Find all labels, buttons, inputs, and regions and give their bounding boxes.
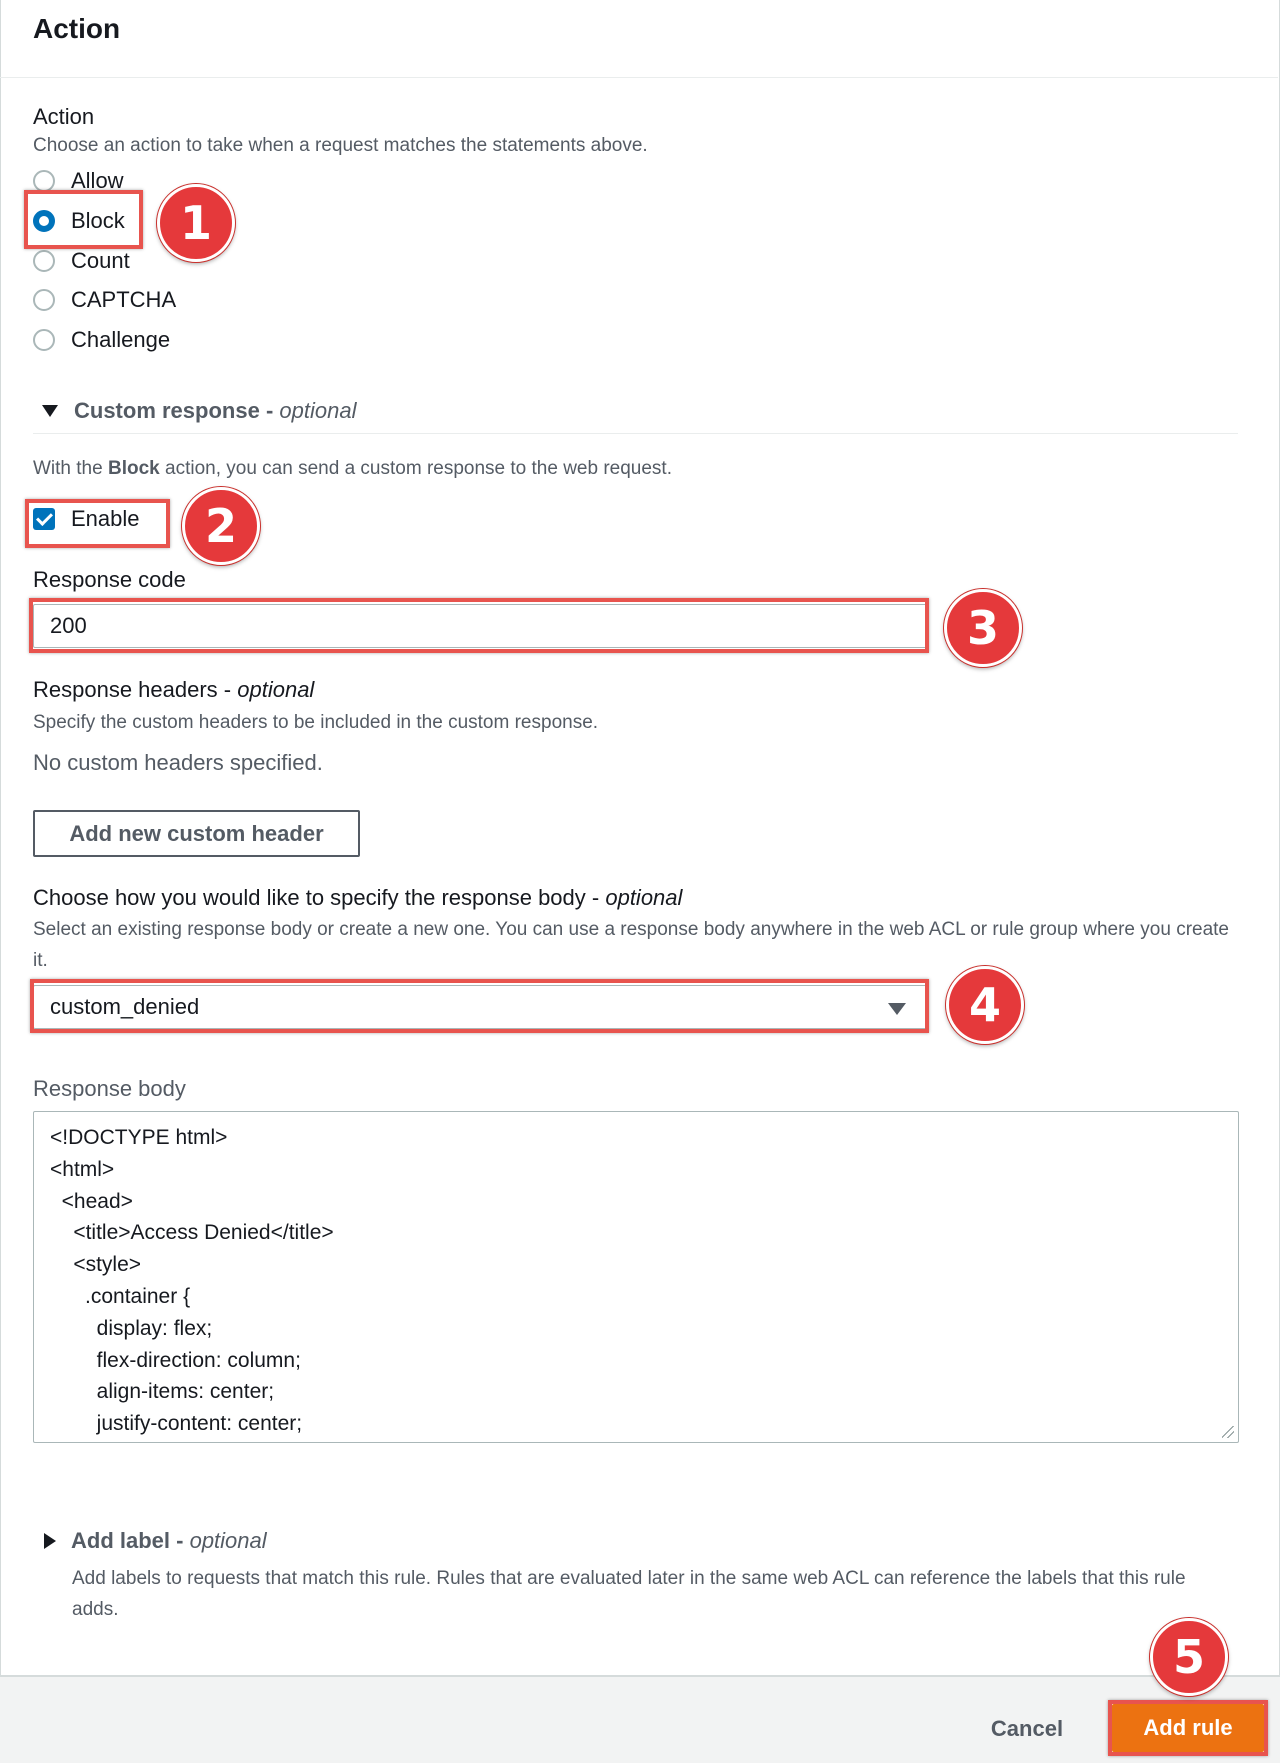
step-marker-2: 2: [182, 487, 260, 565]
radio-captcha-label[interactable]: CAPTCHA: [71, 287, 177, 312]
radio-allow-label[interactable]: Allow: [71, 168, 124, 193]
response-body-select[interactable]: [33, 985, 927, 1029]
caret-down-icon: [42, 405, 58, 417]
response-body-choice-description-2: it.: [33, 950, 48, 971]
radio-challenge-control[interactable]: [33, 329, 55, 351]
radio-block-label[interactable]: Block: [71, 208, 125, 233]
code-line: flex-direction: column;: [50, 1348, 301, 1372]
radio-challenge[interactable]: [33, 323, 170, 357]
response-code-value: 200: [50, 613, 87, 638]
step-marker-3: 3: [944, 589, 1022, 667]
footer-bar: [0, 1676, 1280, 1763]
radio-captcha[interactable]: [33, 283, 176, 317]
radio-allow[interactable]: [33, 164, 124, 198]
response-body-label: Response body: [33, 1076, 186, 1101]
radio-count-control[interactable]: [33, 250, 55, 272]
code-line: <style>: [50, 1253, 142, 1277]
radio-captcha-control[interactable]: [33, 289, 55, 311]
code-line: <!DOCTYPE html>: [50, 1126, 228, 1149]
code-line: <head>: [50, 1189, 133, 1213]
action-label: Action: [33, 104, 95, 129]
add-label-description-2: adds.: [72, 1599, 119, 1620]
radio-challenge-label[interactable]: Challenge: [71, 327, 171, 352]
response-body-select-value: custom_denied: [50, 994, 200, 1019]
add-label-title: Add label - optional: [71, 1528, 267, 1553]
response-body-choice-description-1: Select an existing response body or create a new one. You can use a response body anywhere in the web ACL or rule group where you create: [33, 919, 1229, 940]
response-body-textarea[interactable]: [33, 1111, 1239, 1443]
action-description: Choose an action to take when a request matches the statements above.: [33, 135, 648, 156]
enable-label[interactable]: Enable: [71, 506, 140, 531]
radio-block[interactable]: [33, 204, 125, 238]
code-line: <title>Access Denied</title>: [50, 1221, 334, 1245]
add-rule-button[interactable]: Add rule: [1112, 1704, 1264, 1752]
radio-allow-control[interactable]: [33, 170, 55, 192]
caret-down-icon: [888, 1003, 906, 1015]
custom-response-description: With the Block action, you can send a custom response to the web request.: [33, 458, 672, 479]
radio-count[interactable]: [33, 244, 130, 278]
panel-title: Action: [33, 13, 121, 44]
response-body-choice-label: Choose how you would like to specify the response body - optional: [33, 885, 683, 910]
response-headers-description: Specify the custom headers to be included in the custom response.: [33, 712, 599, 733]
step-marker-4: 4: [946, 966, 1024, 1044]
step-marker-5: 5: [1150, 1618, 1228, 1696]
response-headers-label: Response headers - optional: [33, 677, 315, 702]
enable-checkbox-row[interactable]: [33, 506, 140, 532]
code-line: <html>: [50, 1157, 115, 1181]
radio-block-control[interactable]: [33, 210, 55, 232]
radio-count-label[interactable]: Count: [71, 248, 130, 273]
resize-handle-icon[interactable]: [1222, 1426, 1234, 1438]
code-line: align-items: center;: [50, 1380, 275, 1404]
response-code-label: Response code: [33, 567, 186, 592]
step-marker-1: 1: [157, 184, 235, 262]
response-code-input[interactable]: [33, 604, 927, 648]
code-line: justify-content: center;: [50, 1412, 303, 1436]
cancel-button[interactable]: Cancel: [982, 1711, 1072, 1747]
code-line: .container {: [50, 1284, 191, 1308]
caret-right-icon: [44, 1533, 56, 1549]
code-line: display: flex;: [50, 1316, 213, 1340]
custom-response-title: Custom response - optional: [74, 398, 357, 423]
add-custom-header-button[interactable]: Add new custom header: [33, 810, 360, 857]
divider: [33, 433, 1238, 434]
panel-header: [0, 0, 1278, 78]
enable-checkbox[interactable]: [33, 508, 55, 530]
add-label-description-1: Add labels to requests that match this rule. Rules that are evaluated later in the same web ACL can reference the labels that this rule: [72, 1568, 1186, 1589]
no-headers-text: No custom headers specified.: [33, 750, 323, 775]
custom-response-expander[interactable]: [42, 398, 356, 424]
add-label-expander[interactable]: [44, 1528, 267, 1554]
